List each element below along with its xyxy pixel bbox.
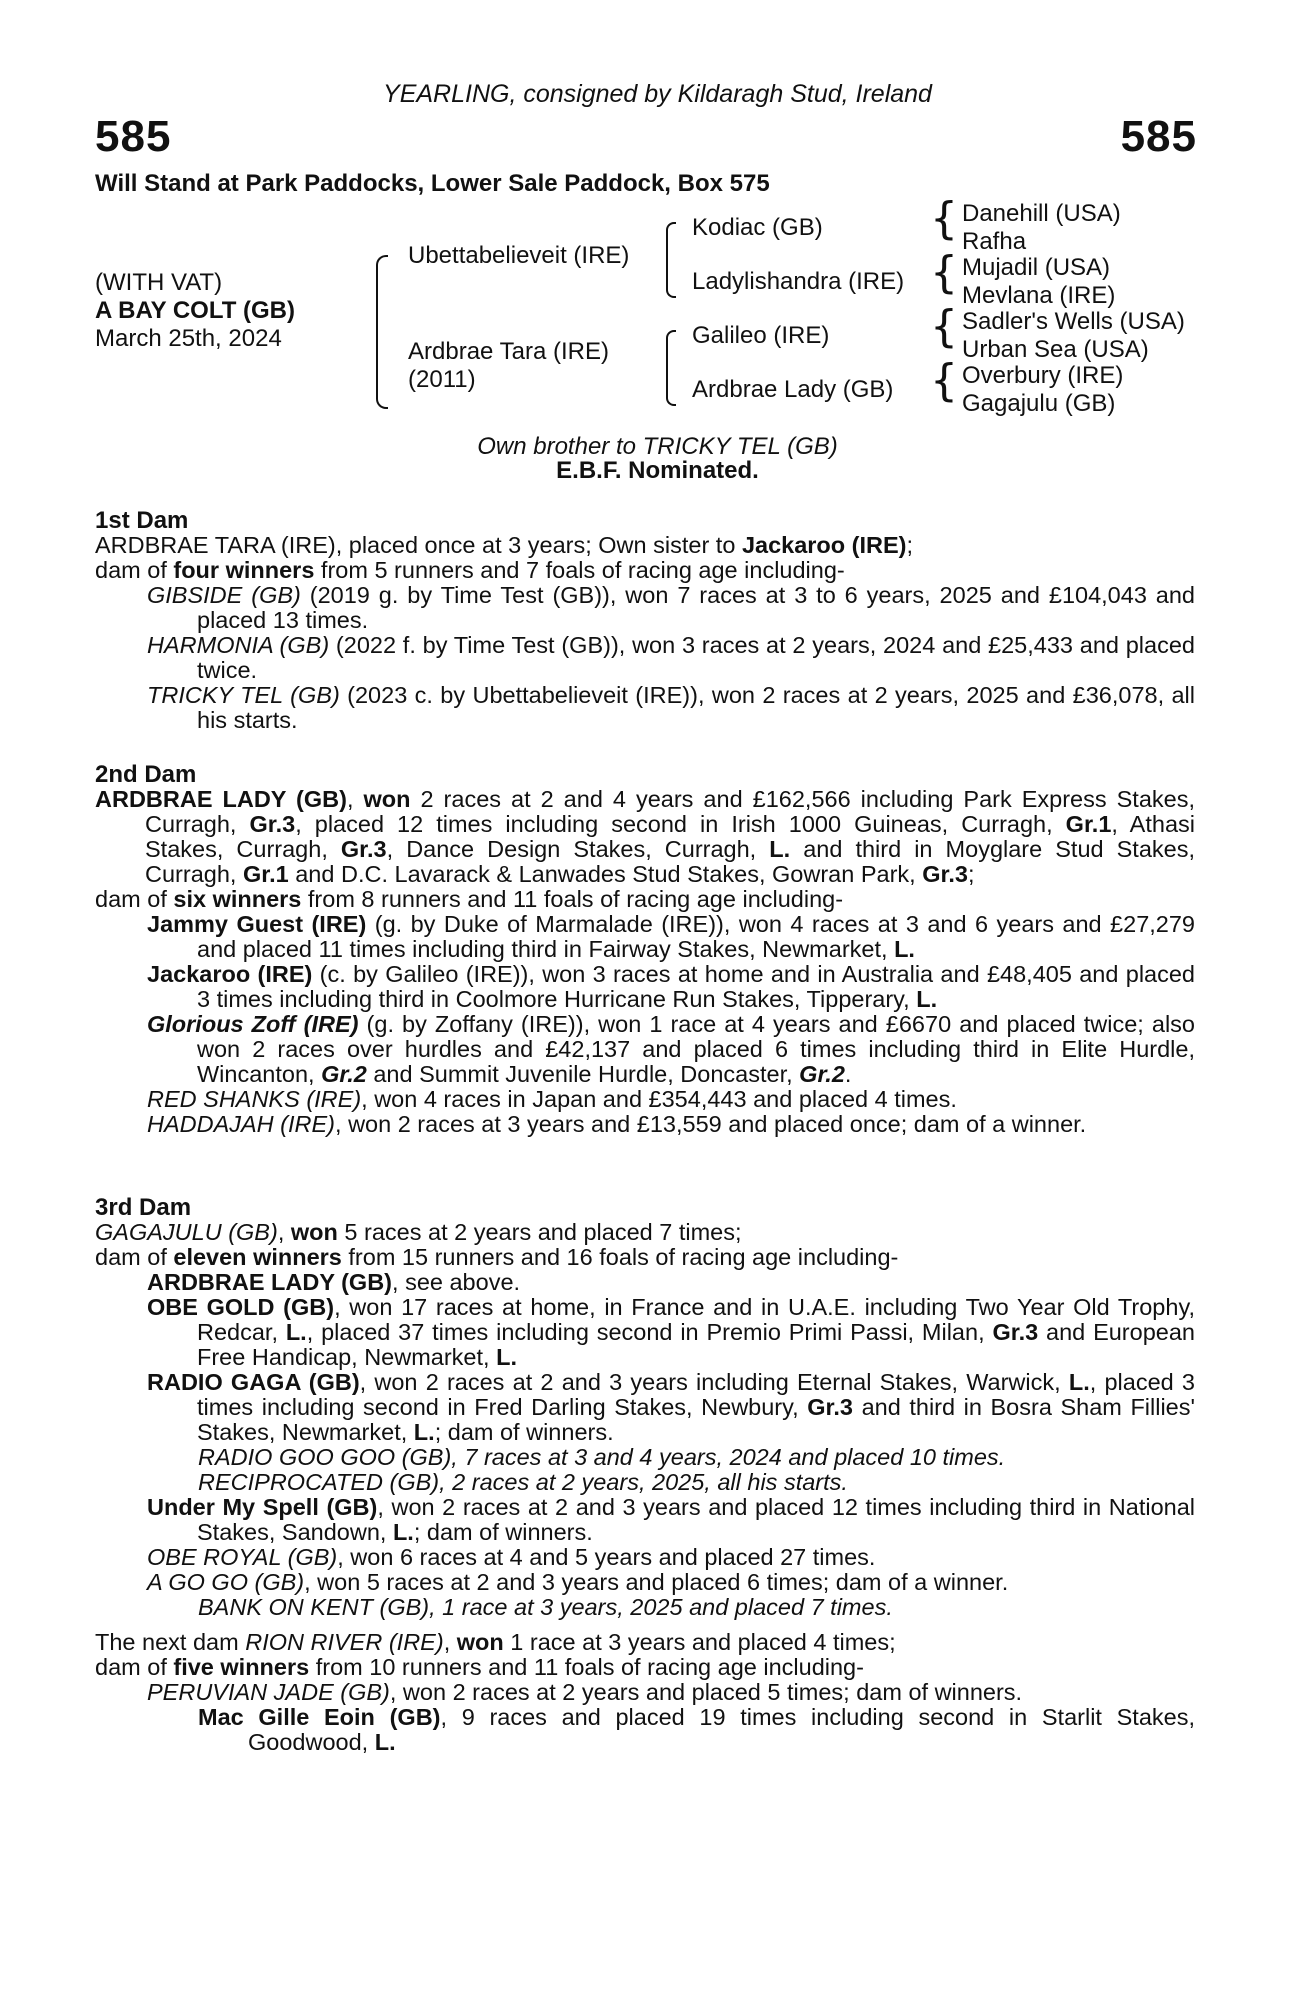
brace-glyph: { bbox=[930, 301, 958, 352]
foaled-date: March 25th, 2024 bbox=[95, 325, 282, 352]
punct: , bbox=[277, 1219, 291, 1245]
progeny-name: RADIO GAGA (GB) bbox=[147, 1369, 360, 1395]
progeny-record: (c. by Galileo (IRE)), won 3 races at home and in Australia and £48,405 and placed 3 times including third in Coolmore Hurricane Run Stakes, Tipperary, bbox=[197, 961, 1195, 1012]
punct: , bbox=[443, 1629, 457, 1655]
progeny-record: , see above. bbox=[392, 1269, 521, 1295]
vat-label: (WITH VAT) bbox=[95, 269, 223, 296]
progeny-name: GIBSIDE (GB) bbox=[147, 582, 301, 608]
lot-number-right: 585 bbox=[1120, 112, 1197, 161]
sire-dam: Ladylishandra (IRE) bbox=[692, 268, 905, 295]
dam: Ardbrae Tara (IRE) bbox=[408, 338, 609, 365]
progeny-record: , won 6 races at 4 and 5 years and placed 27 times. bbox=[337, 1544, 876, 1570]
progeny-line: RECIPROCATED (GB), 2 races at 2 years, 2025, all his starts. bbox=[198, 1469, 848, 1495]
dam-dam: Ardbrae Lady (GB) bbox=[692, 376, 894, 403]
text: ; dam of winners. bbox=[413, 1519, 593, 1545]
progeny-record: , won 2 races at 3 years and £13,559 and placed once; dam of a winner. bbox=[335, 1111, 1087, 1137]
dam-bracket bbox=[666, 330, 676, 406]
progeny-record: , won 2 races at 2 and 3 years and placed 12 times including third in National Stakes, Sandown, bbox=[197, 1494, 1196, 1545]
progeny-name: OBE GOLD (GB) bbox=[147, 1294, 335, 1320]
progeny-record: (2019 g. by Time Test (GB)), won 7 races at 3 to 6 years, 2025 and £104,043 and placed 13 times. bbox=[197, 582, 1196, 633]
first-dam-section bbox=[95, 508, 1195, 733]
grade: Gr.1 bbox=[242, 861, 289, 887]
grade: L. bbox=[916, 986, 938, 1012]
text: from 10 runners and 11 foals of racing age including- bbox=[309, 1654, 864, 1680]
own-brother-note: Own brother to TRICKY TEL (GB) bbox=[477, 433, 838, 460]
text: , placed 12 times including second in Irish 1000 Guineas, Curragh, bbox=[295, 811, 1066, 837]
punct: ; bbox=[906, 532, 914, 558]
text: dam of bbox=[95, 557, 174, 583]
dam-sire: Galileo (IRE) bbox=[692, 322, 830, 349]
consignment-line: YEARLING, consigned by Kildaragh Stud, Ireland bbox=[383, 80, 932, 108]
dam-year: (2011) bbox=[408, 366, 476, 393]
grade: Gr.2 bbox=[321, 1061, 367, 1087]
text: , Athasi Stakes, Curragh, bbox=[145, 811, 1195, 862]
text: , placed 3 times including second in Fred Darling Stakes, Newbury, bbox=[197, 1369, 1195, 1420]
ancestor-5: Sadler's Wells (USA) bbox=[962, 308, 1185, 335]
brace-glyph: { bbox=[930, 247, 958, 298]
pedigree-bracket bbox=[376, 255, 388, 409]
grade: L. bbox=[285, 1319, 307, 1345]
punct: . bbox=[844, 1061, 852, 1087]
grade: L. bbox=[769, 836, 791, 862]
text: , Dance Design Stakes, Curragh, bbox=[386, 836, 770, 862]
grade: L. bbox=[496, 1344, 517, 1370]
winners-count: six winners bbox=[173, 886, 302, 912]
progeny-name: ARDBRAE LADY (GB) bbox=[147, 1269, 393, 1295]
grade: L. bbox=[894, 936, 915, 962]
progeny-record: (g. by Duke of Marmalade (IRE)), won 4 races at 3 and 6 years and £27,279 and placed 11 times including third in Fairway Stakes, Newmarket, bbox=[197, 911, 1196, 962]
ancestor-4: Mevlana (IRE) bbox=[962, 282, 1116, 309]
punct: , bbox=[346, 786, 364, 812]
lot-number-left: 585 bbox=[95, 112, 172, 161]
winners-count: four winners bbox=[173, 557, 315, 583]
progeny-record: , won 17 races at home, in France and in U.A.E. including Two Year Old Trophy, Redcar, bbox=[197, 1294, 1195, 1345]
progeny-record: (g. by Zoffany (IRE)), won 1 race at 4 years and £6670 and placed twice; also won 2 races over hurdles and £42,137 and placed 6 times including third in Elite Hurdle, Wincanton, bbox=[197, 1011, 1196, 1087]
grade: Gr.3 bbox=[340, 836, 387, 862]
text: and third in Bosra Sham Fillies' Stakes, Newmarket, bbox=[197, 1394, 1195, 1445]
text: dam of bbox=[95, 1654, 174, 1680]
progeny-record: , won 2 races at 2 years and placed 5 times; dam of winners. bbox=[389, 1679, 1023, 1705]
progeny-record: , won 2 races at 2 and 3 years including Eternal Stakes, Warwick, bbox=[359, 1369, 1069, 1395]
section-title: 2nd Dam bbox=[95, 761, 197, 788]
sire: Ubettabelieveit (IRE) bbox=[408, 242, 630, 269]
grade: L. bbox=[1068, 1369, 1090, 1395]
progeny-name: RED SHANKS (IRE) bbox=[147, 1086, 362, 1112]
progeny-name: Under My Spell (GB) bbox=[147, 1494, 378, 1520]
ancestor-8: Gagajulu (GB) bbox=[962, 390, 1116, 417]
ancestor-1: Danehill (USA) bbox=[962, 200, 1121, 227]
brace-glyph: { bbox=[930, 193, 958, 244]
text: , placed 37 times including second in Premio Primi Passi, Milan, bbox=[306, 1319, 993, 1345]
progeny-record: , won 5 races at 2 and 3 years and placed 6 times; dam of a winner. bbox=[304, 1569, 1009, 1595]
location-line: Will Stand at Park Paddocks, Lower Sale Paddock, Box 575 bbox=[95, 170, 770, 197]
text: from 8 runners and 11 foals of racing age including- bbox=[301, 886, 844, 912]
dam-line: ARDBRAE TARA (IRE), placed once at 3 years; Own sister to bbox=[95, 532, 742, 558]
grade: L. bbox=[413, 1419, 435, 1445]
progeny-name: Glorious Zoff (IRE) bbox=[147, 1011, 359, 1037]
horse-name: A BAY COLT (GB) bbox=[95, 297, 296, 324]
text: and D.C. Lavarack & Lanwades Stud Stakes, Gowran Park, bbox=[288, 861, 923, 887]
winners-count: eleven winners bbox=[173, 1244, 342, 1270]
progeny-record: , 9 races and placed 19 times including second in Starlit Stakes, Goodwood, bbox=[248, 1704, 1195, 1755]
grade: Gr.3 bbox=[807, 1394, 853, 1420]
progeny-name: TRICKY TEL (GB) bbox=[147, 682, 340, 708]
grade: Gr.1 bbox=[1065, 811, 1112, 837]
text: from 15 runners and 16 foals of racing age including- bbox=[341, 1244, 899, 1270]
grade: L. bbox=[374, 1729, 396, 1755]
next-dam-section bbox=[95, 1630, 1195, 1755]
ancestor-6: Urban Sea (USA) bbox=[962, 336, 1149, 363]
sire-bracket bbox=[666, 222, 676, 298]
section-title: 1st Dam bbox=[95, 507, 189, 534]
progeny-name: HADDAJAH (IRE) bbox=[147, 1111, 336, 1137]
progeny-line: RADIO GOO GOO (GB), 7 races at 3 and 4 years, 2024 and placed 10 times. bbox=[198, 1444, 1006, 1470]
horse-ref: Jackaroo (IRE) bbox=[741, 532, 907, 558]
second-dam-section bbox=[95, 762, 1195, 1137]
text: 1 race at 3 years and placed 4 times; bbox=[503, 1629, 896, 1655]
text: 5 races at 2 years and placed 7 times; bbox=[337, 1219, 742, 1245]
progeny-line: BANK ON KENT (GB), 1 race at 3 years, 2025 and placed 7 times. bbox=[198, 1594, 893, 1620]
brace-glyph: { bbox=[930, 355, 958, 406]
text: and third in Moyglare Stud Stakes, Curragh, bbox=[145, 836, 1195, 887]
dam-name: RION RIVER (IRE) bbox=[245, 1629, 444, 1655]
text: 2 races at 2 and 4 years and £162,566 including Park Express Stakes, Curragh, bbox=[145, 786, 1195, 837]
section-title: 3rd Dam bbox=[95, 1194, 192, 1221]
progeny-name: Jammy Guest (IRE) bbox=[147, 911, 367, 937]
sire-sire: Kodiac (GB) bbox=[692, 214, 823, 241]
text: and European Free Handicap, Newmarket, bbox=[197, 1319, 1195, 1370]
grade: Gr.3 bbox=[992, 1319, 1039, 1345]
progeny-name: OBE ROYAL (GB) bbox=[147, 1544, 338, 1570]
punct: ; bbox=[967, 861, 975, 887]
winners-count: five winners bbox=[173, 1654, 310, 1680]
progeny-name: HARMONIA (GB) bbox=[147, 632, 330, 658]
text: ; dam of winners. bbox=[434, 1419, 614, 1445]
third-dam-section bbox=[95, 1195, 1195, 1620]
won-label: won bbox=[363, 786, 411, 812]
text: The next dam bbox=[95, 1629, 246, 1655]
won-label: won bbox=[456, 1629, 504, 1655]
progeny-name: Mac Gille Eoin (GB) bbox=[198, 1704, 441, 1730]
progeny-record: , won 4 races in Japan and £354,443 and placed 4 times. bbox=[361, 1086, 957, 1112]
ancestor-7: Overbury (IRE) bbox=[962, 362, 1124, 389]
text: and Summit Juvenile Hurdle, Doncaster, bbox=[366, 1061, 800, 1087]
won-label: won bbox=[290, 1219, 338, 1245]
ancestor-2: Rafha bbox=[962, 228, 1027, 255]
grade: Gr.2 bbox=[799, 1061, 845, 1087]
ancestor-3: Mujadil (USA) bbox=[962, 254, 1111, 281]
progeny-name: PERUVIAN JADE (GB) bbox=[147, 1679, 390, 1705]
dam-name: GAGAJULU (GB) bbox=[95, 1219, 278, 1245]
progeny-name: Jackaroo (IRE) bbox=[147, 961, 313, 987]
grade: Gr.3 bbox=[922, 861, 968, 887]
text: dam of bbox=[95, 1244, 174, 1270]
grade: Gr.3 bbox=[249, 811, 296, 837]
text: dam of bbox=[95, 886, 174, 912]
ebf-note: E.B.F. Nominated. bbox=[556, 457, 759, 484]
progeny-record: (2023 c. by Ubettabelieveit (IRE)), won 2 races at 2 years, 2025 and £36,078, all his starts. bbox=[197, 682, 1195, 733]
text: from 5 runners and 7 foals of racing age including- bbox=[314, 557, 845, 583]
dam-name: ARDBRAE LADY (GB) bbox=[95, 786, 347, 812]
grade: L. bbox=[392, 1519, 414, 1545]
progeny-name: A GO GO (GB) bbox=[147, 1569, 305, 1595]
progeny-record: (2022 f. by Time Test (GB)), won 3 races at 2 years, 2024 and £25,433 and placed twice. bbox=[197, 632, 1195, 683]
